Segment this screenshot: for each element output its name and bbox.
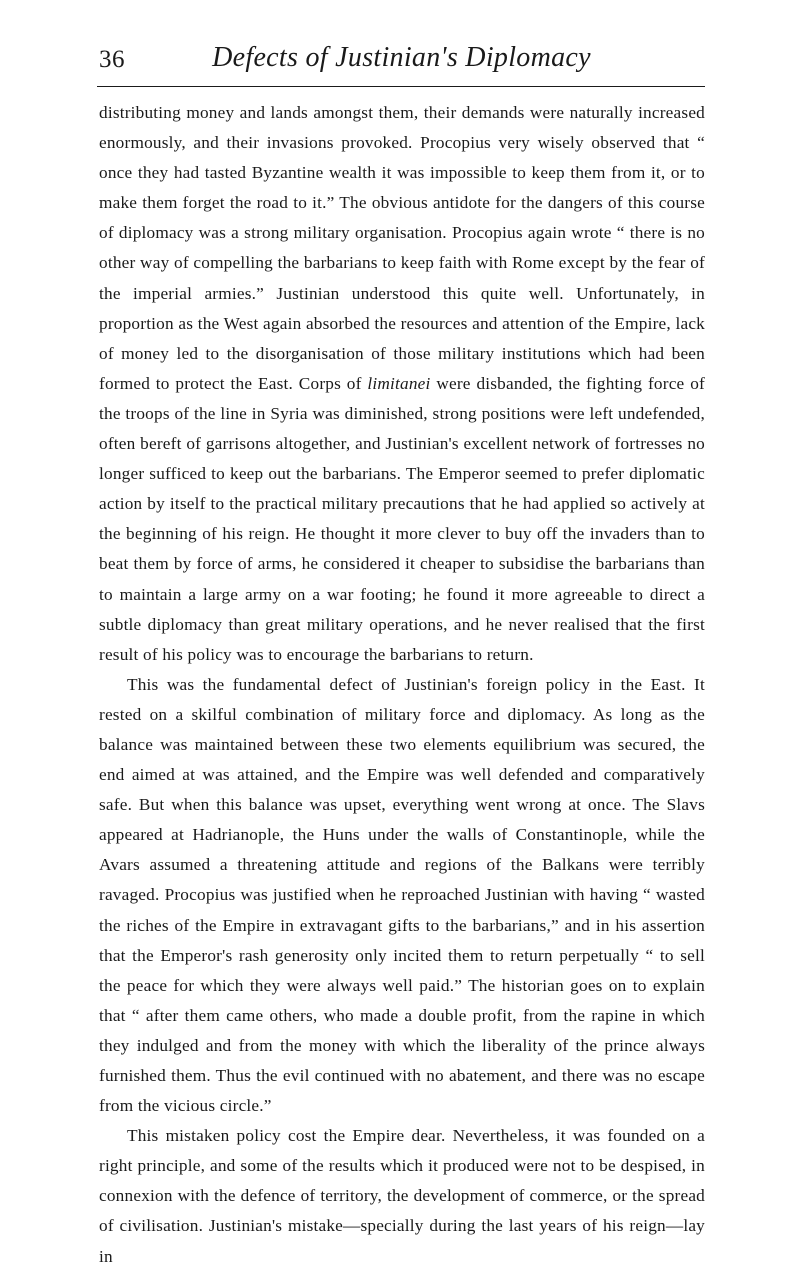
paragraph-1-italic-term: limitanei [367, 373, 431, 393]
page-number: 36 [99, 46, 125, 73]
paragraph-3 [99, 1121, 705, 1271]
body-text [99, 98, 705, 1272]
header-rule [97, 86, 705, 87]
page-header [99, 40, 704, 82]
paragraph-3-text: This mistaken policy cost the Empire dear. Nevertheless, it was founded on a right principle, and some of the results which it produced were not to be despised, in connexion with the defence of territory, the development of commerce, or the spread of civilisation. Justinian's mistake—specially during the last years of his reign—lay in [99, 1126, 705, 1266]
paragraph-2 [99, 670, 705, 1121]
paragraph-1-text-a: distributing money and lands amongst them, their demands were naturally increased enormously, and their invasions provoked. Procopius very wisely observed that “ once they had tasted Byzantine wealth it was impossible to keep them from it, or to make them forget the road to it.” The obvious antidote for the dangers of this course of diplomacy was a strong military organisation. Procopius again wrote “ there is no other way of compelling the barbarians to keep faith with Rome except by the fear of the imperial armies.” Justinian understood this quite well. Unfortunately, in proportion as the West again absorbed the resources and attention of the Empire, lack of money led to the disorganisation of those military institutions which had been formed to protect the East. Corps of [99, 103, 705, 393]
paragraph-1 [99, 98, 705, 670]
paragraph-1-text-b: were disbanded, the fighting force of the troops of the line in Syria was diminished, strong positions were left undefended, often bereft of garrisons altogether, and Justinian's excellent network of fortresses no longer sufficed to keep out the barbarians. The Emperor seemed to prefer diplomatic action by itself to the practical military precautions that he had applied so actively at the beginning of his reign. He thought it more clever to buy off the invaders than to beat them by force of arms, he considered it cheaper to subsidise the barbarians than to maintain a large army on a war footing; he found it more agreeable to direct a subtle diplomacy than great military operations, and he never realised that the first result of his policy was to encourage the barbarians to return. [99, 373, 705, 664]
running-title: Defects of Justinian's Diplomacy [212, 42, 591, 73]
paragraph-2-text: This was the fundamental defect of Justinian's foreign policy in the East. It rested on a skilful combination of military force and diplomacy. As long as the balance was maintained between these two elements equilibrium was secured, the end aimed at was attained, and the Empire was well defended and comparatively safe. But when this balance was upset, everything went wrong at once. The Slavs appeared at Hadrianople, the Huns under the walls of Constantinople, while the Avars assumed a threatening attitude and regions of the Balkans were terribly ravaged. Procopius was justified when he reproached Justinian with having “ wasted the riches of the Empire in extravagant gifts to the barbarians,” and in his assertion that the Emperor's rash generosity only incited them to return perpetually “ to sell the peace for which they were always well paid.” The historian goes on to explain that “ after them came others, who made a double profit, from the rapine in which they indulged and from the money with which the liberality of the prince always furnished them. Thus the evil continued with no abatement, and there was no escape from the vicious circle.” [99, 674, 705, 1116]
